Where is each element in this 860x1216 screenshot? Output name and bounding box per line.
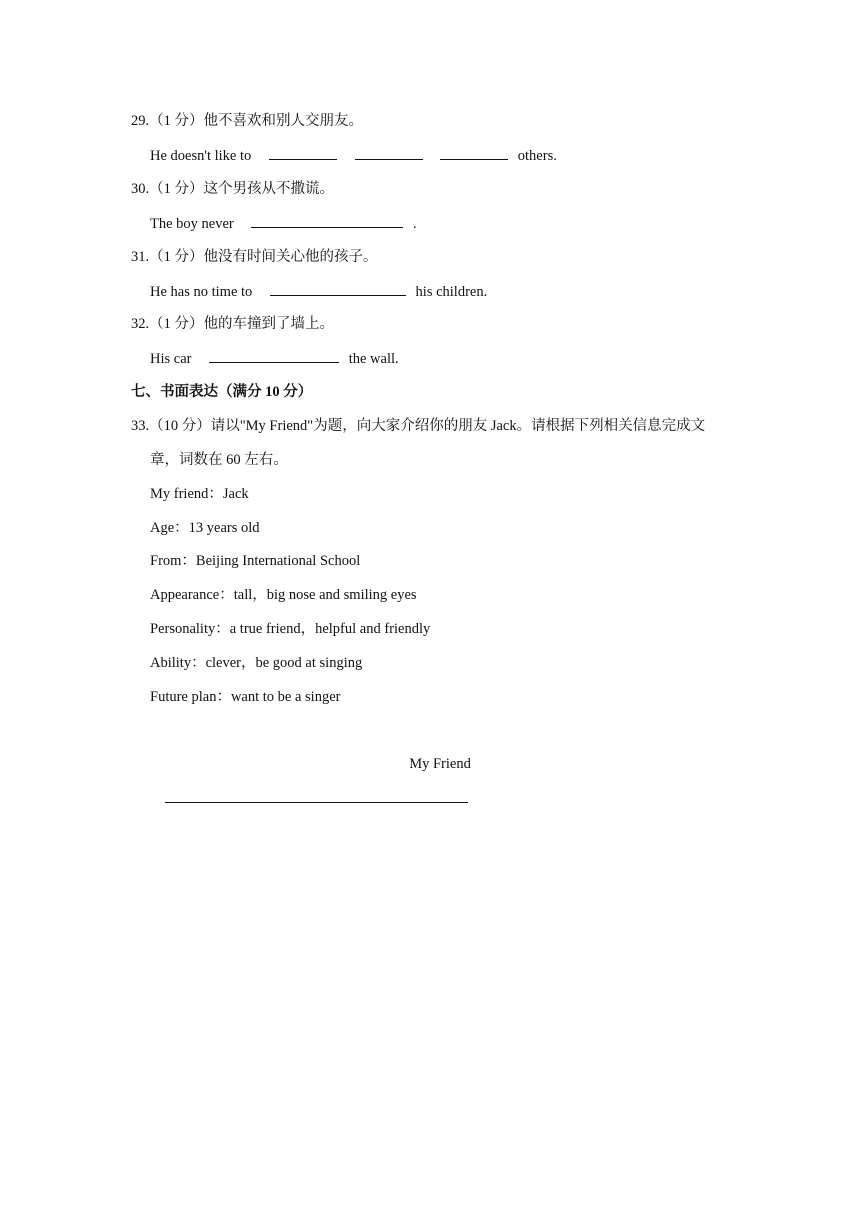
section-heading: 七、书面表达（满分 10 分） xyxy=(131,384,313,400)
info-ability: Ability：clever，be good at singing xyxy=(150,655,363,671)
essay-title: My Friend xyxy=(409,756,471,772)
answer-blank[interactable] xyxy=(269,145,337,160)
answer-blank[interactable] xyxy=(251,213,403,228)
question-30-sentence xyxy=(150,213,417,234)
sentence-end: the wall. xyxy=(348,351,399,367)
question-32-prompt: 32.（1 分）他的车撞到了墙上。 xyxy=(131,316,334,332)
info-from: From：Beijing International School xyxy=(150,553,361,569)
question-29-sentence xyxy=(150,145,557,166)
question-32-sentence xyxy=(150,348,399,369)
question-29-prompt: 29.（1 分）他不喜欢和别人交朋友。 xyxy=(131,113,363,129)
sentence-end: others. xyxy=(517,148,557,164)
sentence-start: The boy never xyxy=(150,216,234,232)
sentence-end: his children. xyxy=(415,284,488,300)
question-31-prompt: 31.（1 分）他没有时间关心他的孩子。 xyxy=(131,249,378,265)
sentence-start: He doesn't like to xyxy=(150,148,252,164)
question-33-prompt: 33.（10 分）请以"My Friend"为题，向大家介绍你的朋友 Jack。请根据下列相关信息完成文 xyxy=(131,418,706,434)
answer-blank[interactable] xyxy=(355,145,423,160)
essay-writing-line[interactable] xyxy=(165,802,468,803)
sentence-start: His car xyxy=(150,351,192,367)
question-30-prompt: 30.（1 分）这个男孩从不撒谎。 xyxy=(131,181,334,197)
info-personality: Personality：a true friend，helpful and friendly xyxy=(150,621,431,637)
question-33-prompt-cont: 章，词数在 60 左右。 xyxy=(150,452,288,468)
info-age: Age：13 years old xyxy=(150,520,260,536)
answer-blank[interactable] xyxy=(209,348,339,363)
sentence-end: . xyxy=(413,216,417,232)
answer-blank[interactable] xyxy=(270,281,406,296)
answer-blank[interactable] xyxy=(440,145,508,160)
info-friend: My friend：Jack xyxy=(150,486,249,502)
info-appearance: Appearance：tall，big nose and smiling eyes xyxy=(150,587,417,603)
info-future-plan: Future plan：want to be a singer xyxy=(150,689,341,705)
question-31-sentence xyxy=(150,281,487,302)
sentence-start: He has no time to xyxy=(150,284,253,300)
